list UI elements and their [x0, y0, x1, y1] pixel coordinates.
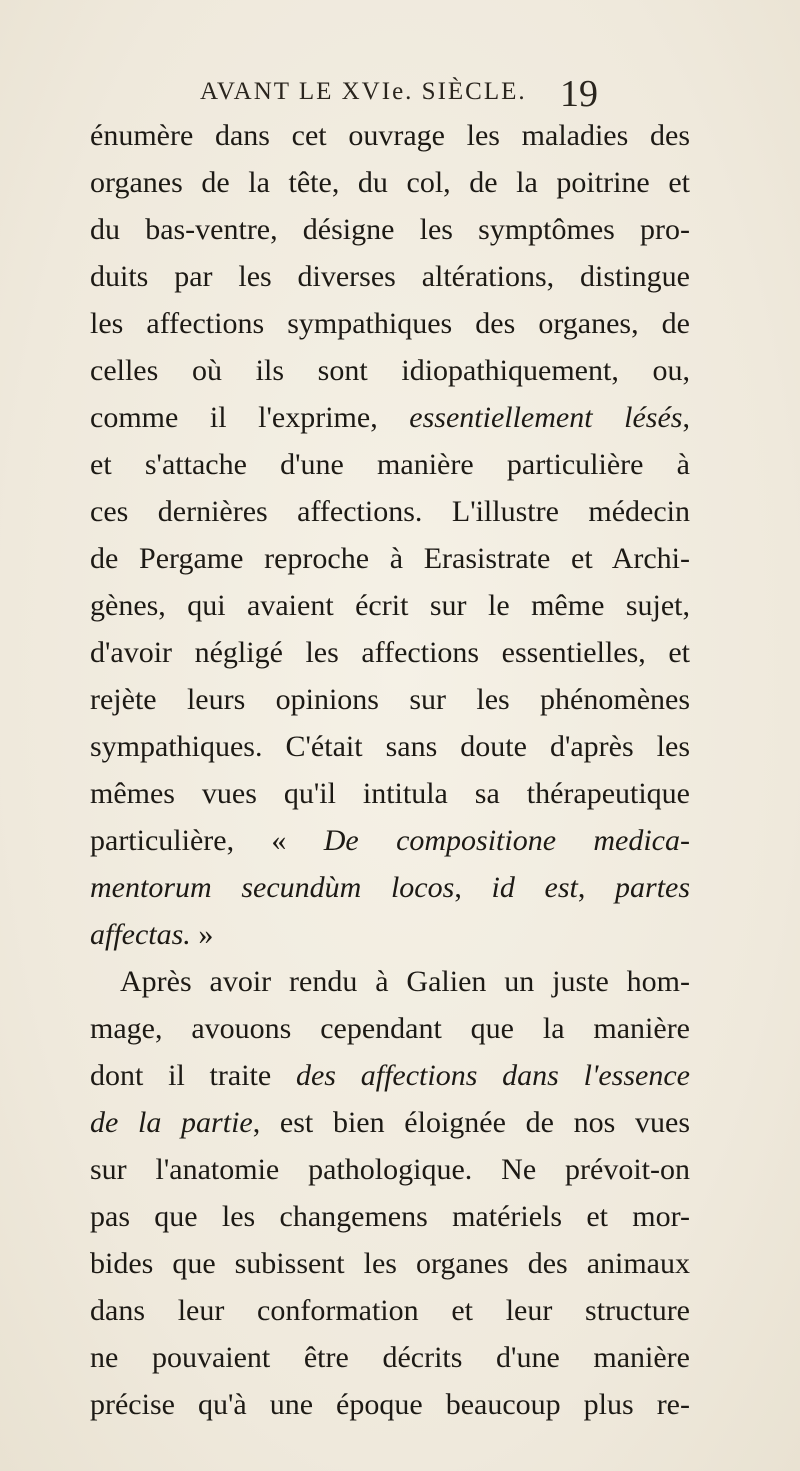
text-line — [90, 300, 690, 347]
text-line — [90, 206, 690, 253]
text-segment: énumère dans cet ouvrage les maladies des — [90, 119, 690, 152]
text-segment: mêmes vues qu'il intitula sa thérapeutique — [90, 777, 690, 810]
text-line — [90, 394, 690, 441]
text-line — [90, 159, 690, 206]
text-segment: , — [577, 871, 616, 904]
text-segment: dans leur conformation et leur structure — [90, 1294, 690, 1327]
italic-text: essentiellement lésés — [409, 401, 683, 434]
text-segment: » — [190, 918, 214, 951]
text-segment: du bas-ventre, désigne les symptômes pro- — [90, 213, 690, 246]
running-title: AVANT LE XVIe. SIÈCLE. — [200, 78, 527, 105]
text-line — [90, 535, 690, 582]
text-line — [90, 1240, 690, 1287]
text-segment: duits par les diverses altérations, distingue — [90, 260, 690, 293]
text-line — [90, 253, 690, 300]
text-line — [90, 1146, 690, 1193]
text-segment: mage, avouons cependant que la manière — [90, 1012, 690, 1045]
text-line — [90, 958, 690, 1005]
text-segment: gènes, qui avaient écrit sur le même sujet, — [90, 589, 690, 622]
text-line — [90, 1005, 690, 1052]
text-line — [90, 1287, 690, 1334]
text-line — [90, 488, 690, 535]
text-segment: , — [682, 401, 690, 434]
running-head — [0, 72, 800, 115]
text-line — [90, 911, 690, 958]
text-segment: ne pouvaient être décrits d'une manière — [90, 1341, 690, 1374]
text-segment: particulière, « — [90, 824, 324, 857]
text-line — [90, 1193, 690, 1240]
text-segment: sur l'anatomie pathologique. Ne prévoit-on — [90, 1153, 690, 1186]
text-segment: ces dernières affections. L'illustre médecin — [90, 495, 690, 528]
page-number: 19 — [560, 73, 598, 115]
text-segment: celles où ils sont idiopathiquement, ou, — [90, 354, 690, 387]
text-segment: bides que subissent les organes des animaux — [90, 1247, 690, 1280]
body-text — [90, 112, 690, 1428]
italic-text: des affections dans l'essence — [295, 1059, 690, 1092]
text-segment: dont il traite — [90, 1059, 296, 1092]
italic-text: affectas. — [90, 918, 191, 951]
italic-text: partes — [615, 871, 691, 904]
text-line — [90, 1334, 690, 1381]
text-segment: comme il l'exprime, — [90, 401, 410, 434]
text-line — [90, 441, 690, 488]
text-line — [90, 817, 690, 864]
text-line — [90, 629, 690, 676]
text-segment: , — [454, 871, 492, 904]
text-line — [90, 112, 690, 159]
text-segment: les affections sympathiques des organes, de — [90, 307, 690, 340]
italic-text: mentorum secundùm locos — [90, 871, 455, 904]
text-segment: rejète leurs opinions sur les phénomènes — [90, 683, 690, 716]
text-segment: et s'attache d'une manière particulière à — [90, 448, 690, 481]
text-segment: d'avoir négligé les affections essentielles, et — [90, 636, 690, 669]
text-segment: Après avoir rendu à Galien un juste hom- — [120, 965, 690, 998]
text-line — [90, 1381, 690, 1428]
text-line — [90, 1052, 690, 1099]
text-segment: sympathiques. C'était sans doute d'après les — [90, 730, 690, 763]
text-line — [90, 1099, 690, 1146]
text-segment: pas que les changemens matériels et mor- — [90, 1200, 690, 1233]
italic-text: De compositione medica- — [323, 824, 690, 857]
text-line — [90, 676, 690, 723]
text-line — [90, 582, 690, 629]
text-segment: de Pergame reproche à Erasistrate et Archi- — [90, 542, 690, 575]
text-segment: organes de la tête, du col, de la poitrine et — [90, 166, 690, 199]
text-segment: précise qu'à une époque beaucoup plus re- — [90, 1388, 690, 1421]
text-line — [90, 864, 690, 911]
text-segment: , est bien éloignée de nos vues — [252, 1106, 690, 1139]
text-line — [90, 723, 690, 770]
italic-text: id est — [491, 871, 578, 904]
italic-text: de la partie — [90, 1106, 253, 1139]
text-line — [90, 770, 690, 817]
text-line — [90, 347, 690, 394]
